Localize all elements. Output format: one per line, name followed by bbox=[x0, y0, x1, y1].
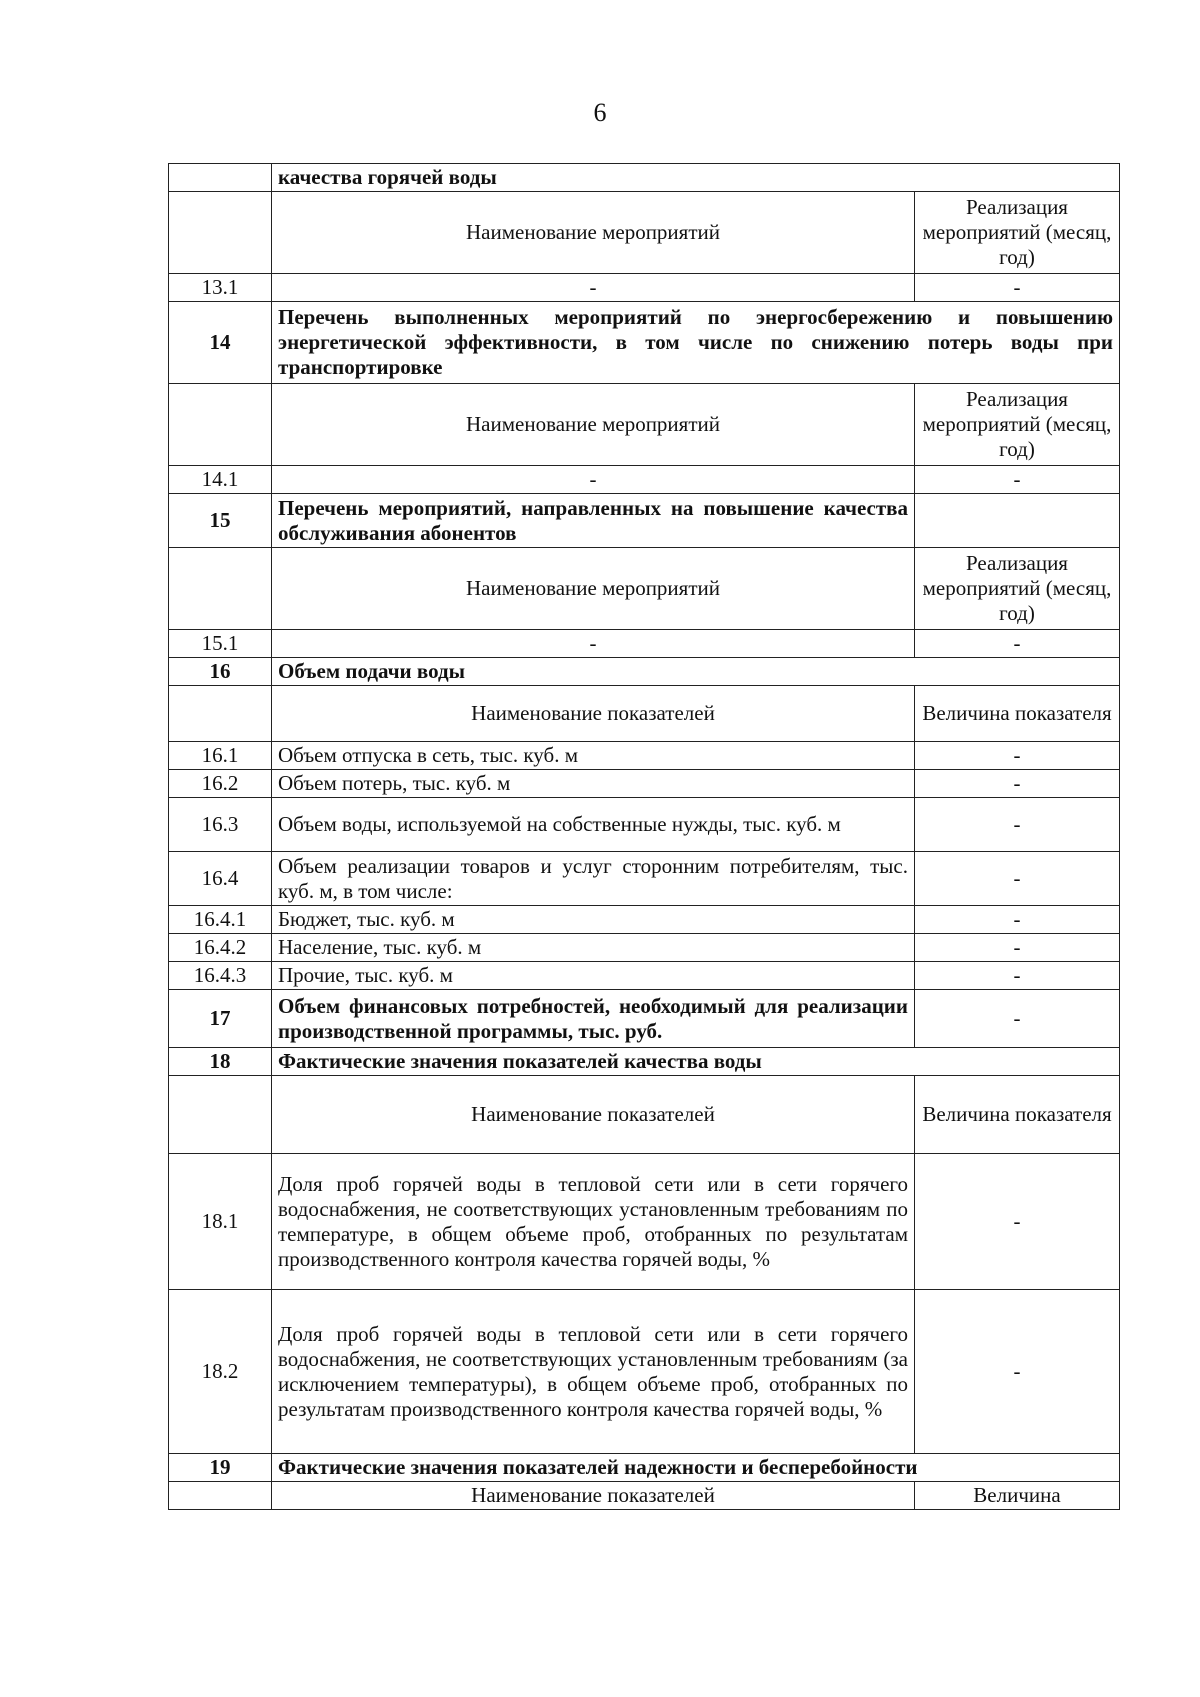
table-row bbox=[169, 770, 1120, 798]
table-row bbox=[169, 1154, 1120, 1290]
table-row bbox=[169, 686, 1120, 742]
row-number: 16.3 bbox=[169, 798, 272, 852]
row-number: 16 bbox=[169, 658, 272, 686]
column-header-value: Величина показателя bbox=[915, 686, 1120, 742]
row-number bbox=[169, 164, 272, 192]
row-number: 14.1 bbox=[169, 466, 272, 494]
row-value: - bbox=[915, 798, 1120, 852]
row-number: 19 bbox=[169, 1454, 272, 1482]
row-text: Население, тыс. куб. м bbox=[272, 934, 915, 962]
row-value: - bbox=[915, 274, 1120, 302]
row-number: 16.1 bbox=[169, 742, 272, 770]
table-row bbox=[169, 274, 1120, 302]
column-header-name: Наименование мероприятий bbox=[272, 192, 915, 274]
row-text: Бюджет, тыс. куб. м bbox=[272, 906, 915, 934]
table-row bbox=[169, 962, 1120, 990]
row-value: - bbox=[915, 630, 1120, 658]
row-number bbox=[169, 1482, 272, 1510]
table-row bbox=[169, 990, 1120, 1048]
row-text: Объем реализации товаров и услуг сторонним потребителям, тыс. куб. м, в том числе: bbox=[272, 852, 915, 906]
row-number: 14 bbox=[169, 302, 272, 384]
row-text: - bbox=[272, 630, 915, 658]
column-header-name: Наименование мероприятий bbox=[272, 548, 915, 630]
table-row bbox=[169, 852, 1120, 906]
program-table bbox=[168, 163, 1120, 1510]
row-number: 15.1 bbox=[169, 630, 272, 658]
table-row bbox=[169, 302, 1120, 384]
section-title: Фактические значения показателей надежности и бесперебойности bbox=[272, 1454, 1120, 1482]
table-row bbox=[169, 1290, 1120, 1454]
row-number: 17 bbox=[169, 990, 272, 1048]
column-header-value: Величина показателя bbox=[915, 1076, 1120, 1154]
row-value bbox=[915, 494, 1120, 548]
section-title: Фактические значения показателей качества воды bbox=[272, 1048, 1120, 1076]
column-header-value: Реализация мероприятий (месяц, год) bbox=[915, 384, 1120, 466]
column-header-name: Наименование показателей bbox=[272, 686, 915, 742]
row-value: - bbox=[915, 852, 1120, 906]
row-number: 18 bbox=[169, 1048, 272, 1076]
row-value: - bbox=[915, 990, 1120, 1048]
row-value: - bbox=[915, 1290, 1120, 1454]
row-text: Прочие, тыс. куб. м bbox=[272, 962, 915, 990]
row-number bbox=[169, 686, 272, 742]
row-value: - bbox=[915, 466, 1120, 494]
table-row bbox=[169, 466, 1120, 494]
row-number: 16.4.3 bbox=[169, 962, 272, 990]
row-number: 18.1 bbox=[169, 1154, 272, 1290]
row-number bbox=[169, 384, 272, 466]
column-header-name: Наименование показателей bbox=[272, 1482, 915, 1510]
section-title: Объем финансовых потребностей, необходимый для реализации производственной программы, тыс. руб. bbox=[272, 990, 915, 1048]
column-header-name: Наименование показателей bbox=[272, 1076, 915, 1154]
table-row bbox=[169, 1454, 1120, 1482]
table-row bbox=[169, 548, 1120, 630]
table-row bbox=[169, 742, 1120, 770]
row-text: Доля проб горячей воды в тепловой сети или в сети горячего водоснабжения, не соответствующих установленным требованиям (за исключением температуры), в общем объеме проб, отобранных по результатам производственного контроля качества горячей воды, % bbox=[272, 1290, 915, 1454]
column-header-value: Величина bbox=[915, 1482, 1120, 1510]
row-value: - bbox=[915, 962, 1120, 990]
row-number bbox=[169, 192, 272, 274]
section-title: Перечень выполненных мероприятий по энергосбережению и повышению энергетической эффективности, в том числе по снижению потерь воды при транспортировке bbox=[272, 302, 1120, 384]
table-row bbox=[169, 494, 1120, 548]
table-row bbox=[169, 384, 1120, 466]
row-number: 16.4.2 bbox=[169, 934, 272, 962]
row-text: - bbox=[272, 466, 915, 494]
table-row bbox=[169, 1076, 1120, 1154]
row-value: - bbox=[915, 742, 1120, 770]
section-title: качества горячей воды bbox=[272, 164, 1120, 192]
table-row bbox=[169, 906, 1120, 934]
table-row bbox=[169, 1048, 1120, 1076]
section-title: Перечень мероприятий, направленных на повышение качества обслуживания абонентов bbox=[272, 494, 915, 548]
row-number bbox=[169, 1076, 272, 1154]
column-header-value: Реализация мероприятий (месяц, год) bbox=[915, 192, 1120, 274]
table-row bbox=[169, 630, 1120, 658]
row-text: Доля проб горячей воды в тепловой сети или в сети горячего водоснабжения, не соответствующих установленным требованиям по температуре, в общем объеме проб, отобранных по результатам производственного контроля качества горячей воды, % bbox=[272, 1154, 915, 1290]
row-text: Объем отпуска в сеть, тыс. куб. м bbox=[272, 742, 915, 770]
section-title: Объем подачи воды bbox=[272, 658, 1120, 686]
column-header-value: Реализация мероприятий (месяц, год) bbox=[915, 548, 1120, 630]
row-number: 16.4 bbox=[169, 852, 272, 906]
table-row bbox=[169, 192, 1120, 274]
row-value: - bbox=[915, 934, 1120, 962]
table-row bbox=[169, 658, 1120, 686]
row-value: - bbox=[915, 1154, 1120, 1290]
table-row bbox=[169, 164, 1120, 192]
row-value: - bbox=[915, 906, 1120, 934]
row-number: 16.4.1 bbox=[169, 906, 272, 934]
table-row bbox=[169, 934, 1120, 962]
row-number bbox=[169, 548, 272, 630]
table-row bbox=[169, 1482, 1120, 1510]
row-text: - bbox=[272, 274, 915, 302]
row-number: 18.2 bbox=[169, 1290, 272, 1454]
row-number: 13.1 bbox=[169, 274, 272, 302]
row-text: Объем потерь, тыс. куб. м bbox=[272, 770, 915, 798]
row-text: Объем воды, используемой на собственные нужды, тыс. куб. м bbox=[272, 798, 915, 852]
page-number: 6 bbox=[593, 98, 607, 127]
column-header-name: Наименование мероприятий bbox=[272, 384, 915, 466]
row-value: - bbox=[915, 770, 1120, 798]
table-row bbox=[169, 798, 1120, 852]
row-number: 16.2 bbox=[169, 770, 272, 798]
row-number: 15 bbox=[169, 494, 272, 548]
